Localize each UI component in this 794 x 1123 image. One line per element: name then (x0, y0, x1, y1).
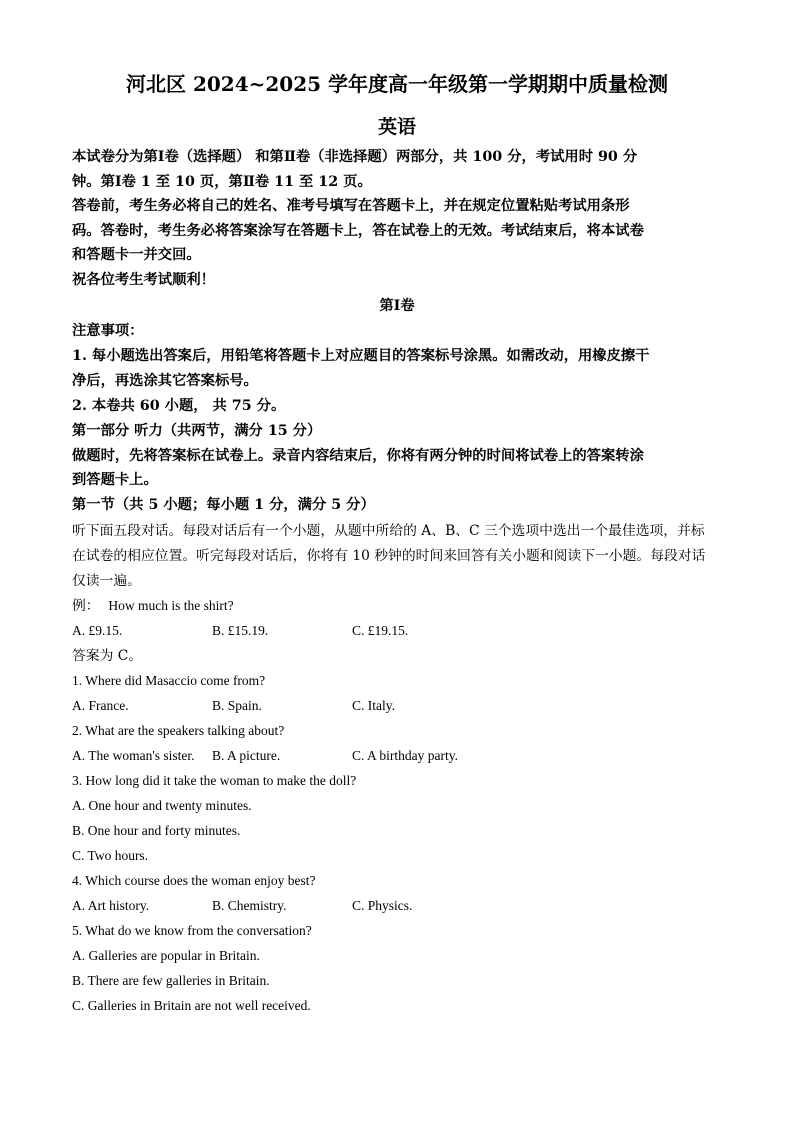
example-answer: 答案为 C。 (72, 648, 143, 664)
option-a: A. Art history. (72, 898, 150, 913)
example-option-c: C. £19.15. (352, 623, 409, 638)
note-item: 1. 每小题选出答案后，用铅笔将答题卡上对应题目的答案标号涂黑。如需改动，用橡皮擦干 (72, 348, 650, 364)
part-description: 到答题卡上。 (72, 472, 158, 488)
section-instructions: 仅读一遍。 (72, 573, 141, 589)
question-text: 1. Where did Masaccio come from? (72, 673, 266, 688)
option-a: A. France. (72, 698, 129, 713)
question-text: 4. Which course does the woman enjoy best? (72, 873, 316, 888)
example-question (72, 597, 732, 615)
option-a: A. The woman's sister. (72, 748, 195, 763)
option-c: C. Italy. (352, 698, 395, 713)
part-description: 做题时，先将答案标在试卷上。录音内容结束后，你将有两分钟的时间将试卷上的答案转涂 (72, 448, 644, 464)
subject-title: 英语 (377, 116, 416, 138)
option-c: C. A birthday party. (352, 748, 458, 763)
option-b: B. One hour and forty minutes. (72, 823, 241, 838)
intro-line: 本试卷分为第Ⅰ卷（选择题） 和第Ⅱ卷（非选择题）两部分，共 100 分，考试用时 90 分 (72, 149, 638, 165)
example-option-a: A. £9.15. (72, 623, 123, 638)
option-c: C. Galleries in Britain are not well received. (72, 998, 311, 1013)
part-heading: 第一部分 听力（共两节，满分 15 分） (72, 423, 322, 439)
example-label: 例： (72, 598, 100, 614)
option-b: B. Chemistry. (212, 898, 287, 913)
example-option-b: B. £15.19. (212, 623, 269, 638)
intro-line: 答卷前，考生务必将自己的姓名、准考号填写在答题卡上，并在规定位置粘贴考试用条形 (72, 198, 630, 214)
intro-line: 钟。第Ⅰ卷 1 至 10 页，第Ⅱ卷 11 至 12 页。 (72, 174, 372, 190)
note-item: 净后，再选涂其它答案标号。 (72, 373, 258, 389)
option-a: A. Galleries are popular in Britain. (72, 948, 260, 963)
section-title: 第Ⅰ卷 (379, 298, 415, 314)
intro-line: 码。答卷时，考生务必将答案涂写在答题卡上，答在试卷上的无效。考试结束后，将本试卷 (72, 223, 644, 239)
section-heading: 第一节（共 5 小题；每小题 1 分，满分 5 分） (72, 497, 375, 513)
option-b: B. A picture. (212, 748, 281, 763)
option-b: B. There are few galleries in Britain. (72, 973, 270, 988)
example-question-text: How much is the shirt? (108, 598, 234, 613)
option-a: A. One hour and twenty minutes. (72, 798, 252, 813)
intro-line: 和答题卡一并交回。 (72, 247, 201, 263)
good-luck-line: 祝各位考生考试顺利！ (72, 272, 215, 288)
question-text: 2. What are the speakers talking about? (72, 723, 285, 738)
option-b: B. Spain. (212, 698, 262, 713)
option-c: C. Two hours. (72, 848, 149, 863)
section-instructions: 在试卷的相应位置。听完每段对话后，你将有 10 秒钟的时间来回答有关小题和阅读下一小题。每段对话 (72, 548, 706, 564)
question-text: 3. How long did it take the woman to make the doll? (72, 773, 357, 788)
section-instructions: 听下面五段对话。每段对话后有一个小题，从题中所给的 A、B、C 三个选项中选出一个最佳选项，并标 (72, 523, 705, 539)
notes-heading: 注意事项： (72, 323, 144, 339)
exam-title: 河北区 2024~2025 学年度高一年级第一学期期中质量检测 (125, 72, 668, 96)
question-text: 5. What do we know from the conversation? (72, 923, 312, 938)
option-c: C. Physics. (352, 898, 413, 913)
note-item: 2. 本卷共 60 小题， 共 75 分。 (72, 398, 286, 414)
